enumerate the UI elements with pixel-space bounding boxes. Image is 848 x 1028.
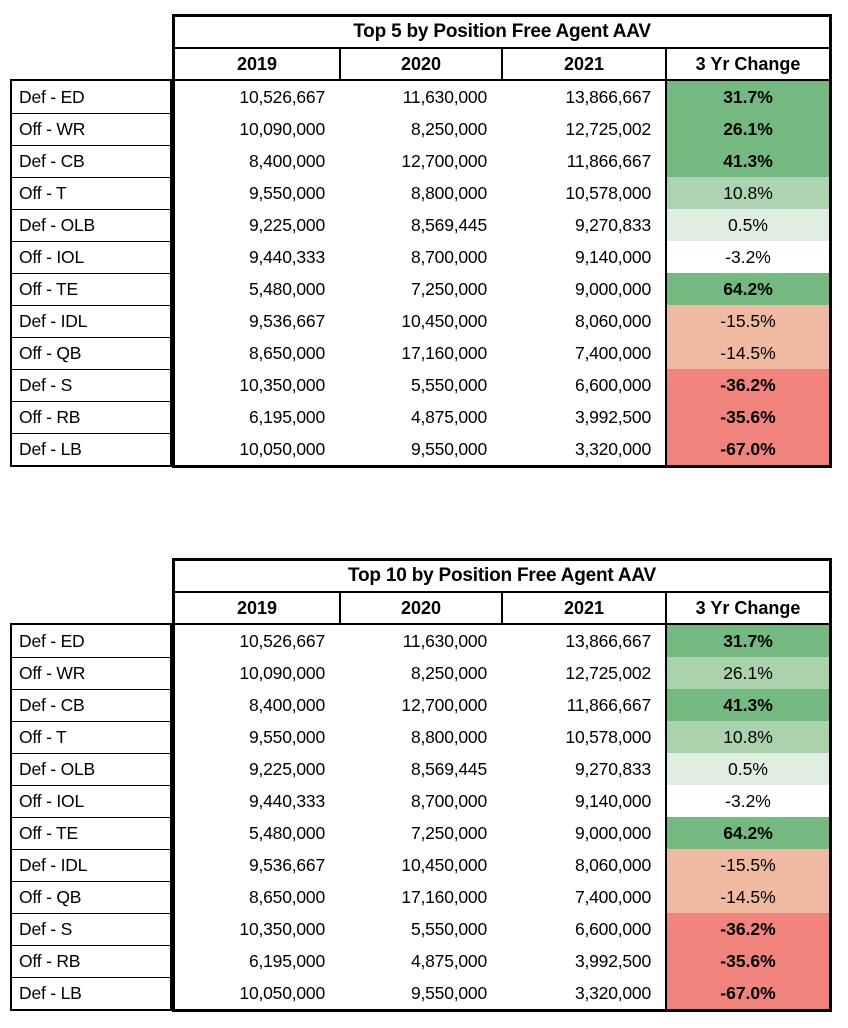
row-label: Off - TE: [12, 273, 170, 305]
col-header-3yr-change: 3 Yr Change: [665, 593, 829, 625]
cell-2019: 8,650,000: [248, 886, 325, 907]
cell-change: 41.3%: [665, 689, 829, 721]
col-header-3yr-change: 3 Yr Change: [665, 49, 829, 81]
row-label: Def - ED: [19, 86, 85, 107]
cell-2019: 9,536,667: [248, 310, 325, 331]
table-top5-row-labels: [10, 79, 172, 467]
table-top10: [172, 558, 832, 1012]
cell-change: 41.3%: [665, 145, 829, 177]
cell-change: -3.2%: [665, 241, 829, 273]
cell-2020: 12,700,000: [401, 694, 487, 715]
row-label: Def - ED: [19, 630, 85, 651]
cell-2019: 10,090,000: [239, 662, 325, 683]
cell-2021: 11,866,667: [566, 150, 651, 171]
cell-2019: 9,440,333: [248, 246, 325, 267]
cell-change: 31.7%: [665, 625, 829, 657]
cell-change: -3.2%: [665, 785, 829, 817]
cell-2020: 7,250,000: [410, 278, 487, 299]
row-label: Off - IOL: [12, 241, 170, 273]
row-label: Def - OLB: [12, 209, 170, 241]
cell-2019: 8,400,000: [248, 694, 325, 715]
cell-2021: 12,725,002: [565, 118, 651, 139]
cell-change: 31.7%: [665, 81, 829, 113]
cell-2020: 17,160,000: [401, 886, 487, 907]
cell-2019: 9,536,667: [248, 854, 325, 875]
row-label: Def - CB: [12, 145, 170, 177]
cell-2020: 11,630,000: [402, 630, 487, 651]
cell-2021: 9,000,000: [574, 822, 651, 843]
row-label: Off - QB: [12, 881, 170, 913]
cell-2020: 10,450,000: [401, 854, 487, 875]
cell-change: -15.5%: [665, 849, 829, 881]
cell-2019: 9,550,000: [248, 182, 325, 203]
cell-change: 26.1%: [665, 113, 829, 145]
cell-2019: 10,050,000: [239, 982, 325, 1003]
cell-2021: 9,140,000: [574, 790, 651, 811]
cell-2021: 3,320,000: [574, 982, 651, 1003]
cell-2019: 10,350,000: [239, 918, 325, 939]
cell-change: 10.8%: [665, 721, 829, 753]
cell-change: -36.2%: [665, 913, 829, 945]
cell-change: 0.5%: [665, 753, 829, 785]
cell-2021: 9,270,833: [574, 758, 651, 779]
col-header-2020: 2020: [339, 49, 501, 81]
row-label: Off - QB: [12, 337, 170, 369]
cell-2020: 8,700,000: [410, 790, 487, 811]
row-label: Off - RB: [12, 401, 170, 433]
cell-2020: 10,450,000: [401, 310, 487, 331]
cell-change: 10.8%: [665, 177, 829, 209]
cell-2021: 10,578,000: [565, 182, 651, 203]
row-label: Def - IDL: [12, 849, 170, 881]
row-label: Off - IOL: [12, 785, 170, 817]
table-top10-title: Top 10 by Position Free Agent AAV: [175, 561, 829, 593]
cell-2019: 9,225,000: [248, 214, 325, 235]
cell-2021: 6,600,000: [574, 374, 651, 395]
cell-2020: 8,569,445: [410, 758, 487, 779]
row-label: Def - S: [12, 913, 170, 945]
cell-2019: 6,195,000: [248, 406, 325, 427]
cell-2019: 10,350,000: [239, 374, 325, 395]
row-label: Off - T: [12, 177, 170, 209]
cell-change: -35.6%: [665, 945, 829, 977]
cell-2021: 3,320,000: [574, 438, 651, 459]
cell-2020: 8,250,000: [410, 118, 487, 139]
cell-2020: 12,700,000: [401, 150, 487, 171]
cell-2019: 10,050,000: [239, 438, 325, 459]
cell-2019: 10,526,667: [239, 630, 325, 651]
cell-2021: 6,600,000: [574, 918, 651, 939]
cell-2019: 10,526,667: [239, 86, 325, 107]
cell-2021: 9,140,000: [574, 246, 651, 267]
table-top5: [172, 14, 832, 468]
table-top5-title: Top 5 by Position Free Agent AAV: [175, 17, 829, 49]
cell-2020: 5,550,000: [410, 918, 487, 939]
cell-2020: 8,800,000: [410, 726, 487, 747]
cell-2019: 5,480,000: [248, 278, 325, 299]
row-label: Def - S: [12, 369, 170, 401]
cell-2019: 8,400,000: [248, 150, 325, 171]
cell-2021: 13,866,667: [565, 630, 651, 651]
row-label: Off - RB: [12, 945, 170, 977]
cell-2019: 6,195,000: [248, 950, 325, 971]
cell-change: -15.5%: [665, 305, 829, 337]
cell-2020: 11,630,000: [402, 86, 487, 107]
cell-change: -14.5%: [665, 881, 829, 913]
cell-2021: 11,866,667: [566, 694, 651, 715]
cell-2020: 8,569,445: [410, 214, 487, 235]
row-label: Off - T: [12, 721, 170, 753]
col-header-2021: 2021: [501, 49, 665, 81]
cell-change: 64.2%: [665, 817, 829, 849]
cell-2020: 8,800,000: [410, 182, 487, 203]
table-top10-row-labels: [10, 623, 172, 1011]
cell-2019: 9,550,000: [248, 726, 325, 747]
col-header-2021: 2021: [501, 593, 665, 625]
row-label: Off - WR: [12, 657, 170, 689]
cell-2019: 10,090,000: [239, 118, 325, 139]
col-header-2020: 2020: [339, 593, 501, 625]
cell-2021: 9,270,833: [574, 214, 651, 235]
cell-2019: 8,650,000: [248, 342, 325, 363]
cell-2019: 9,225,000: [248, 758, 325, 779]
cell-2021: 8,060,000: [574, 854, 651, 875]
row-label: Def - OLB: [12, 753, 170, 785]
cell-2020: 9,550,000: [410, 438, 487, 459]
cell-2020: 5,550,000: [410, 374, 487, 395]
cell-2021: 3,992,500: [574, 406, 651, 427]
cell-2019: 9,440,333: [248, 790, 325, 811]
cell-change: -35.6%: [665, 401, 829, 433]
row-label: Off - TE: [12, 817, 170, 849]
cell-2021: 13,866,667: [565, 86, 651, 107]
cell-change: 64.2%: [665, 273, 829, 305]
cell-2021: 10,578,000: [565, 726, 651, 747]
cell-2020: 9,550,000: [410, 982, 487, 1003]
cell-2020: 4,875,000: [410, 406, 487, 427]
cell-2021: 7,400,000: [574, 342, 651, 363]
cell-2021: 8,060,000: [574, 310, 651, 331]
cell-2019: 5,480,000: [248, 822, 325, 843]
cell-2021: 3,992,500: [574, 950, 651, 971]
cell-change: -67.0%: [665, 433, 829, 465]
cell-2020: 7,250,000: [410, 822, 487, 843]
cell-2020: 4,875,000: [410, 950, 487, 971]
row-label: Def - IDL: [12, 305, 170, 337]
cell-2020: 17,160,000: [401, 342, 487, 363]
cell-change: 26.1%: [665, 657, 829, 689]
row-label: Def - LB: [12, 433, 170, 465]
cell-2021: 12,725,002: [565, 662, 651, 683]
cell-2021: 9,000,000: [574, 278, 651, 299]
cell-2020: 8,700,000: [410, 246, 487, 267]
cell-2020: 8,250,000: [410, 662, 487, 683]
cell-2021: 7,400,000: [574, 886, 651, 907]
row-label: Def - CB: [12, 689, 170, 721]
cell-change: -14.5%: [665, 337, 829, 369]
col-header-2019: 2019: [175, 49, 339, 81]
cell-change: 0.5%: [665, 209, 829, 241]
col-header-2019: 2019: [175, 593, 339, 625]
row-label: Def - LB: [12, 977, 170, 1009]
cell-change: -36.2%: [665, 369, 829, 401]
cell-change: -67.0%: [665, 977, 829, 1009]
row-label: Off - WR: [12, 113, 170, 145]
